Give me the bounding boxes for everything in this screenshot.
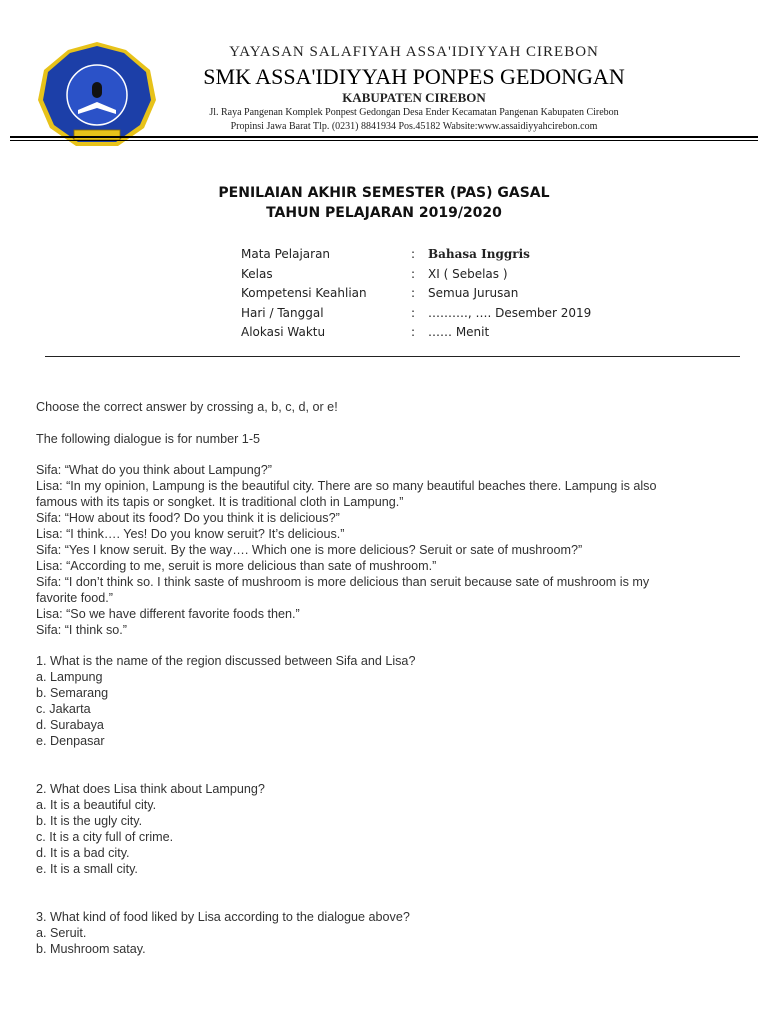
question-text: 3. What kind of food liked by Lisa according to the dialogue above? (36, 910, 410, 924)
info-label: Kelas (241, 266, 273, 281)
info-value: …… Menit (428, 325, 490, 339)
dialogue-line: Lisa: “So we have different favorite foods then.” (36, 607, 300, 621)
dialogue-line: Lisa: “I think…. Yes! Do you know seruit? It’s delicious.” (36, 527, 345, 541)
info-value: XI ( Sebelas ) (428, 266, 508, 281)
answer-option[interactable]: d. It is a bad city. (36, 846, 130, 860)
info-separator: : (411, 305, 416, 320)
dialogue-line: favorite food.” (36, 591, 114, 605)
answer-option[interactable]: a. Seruit. (36, 926, 87, 940)
answer-option[interactable]: b. Mushroom satay. (36, 942, 146, 956)
dialogue-line: Sifa: “How about its food? Do you think it is delicious?” (36, 511, 340, 525)
dialogue-line: Lisa: “According to me, seruit is more delicious than sate of mushroom.” (36, 559, 437, 573)
answer-option[interactable]: b. Semarang (36, 686, 109, 700)
dialogue-intro: The following dialogue is for number 1-5 (36, 432, 261, 446)
address-line-2: Propinsi Jawa Barat Tlp. (0231) 8841934 Pos.45182 Wabsite:www.assaidiyyahcirebon.com (230, 121, 598, 132)
info-label: Mata Pelajaran (241, 247, 331, 261)
dialogue-line: Sifa: “I don’t think so. I think saste of mushroom is more delicious than seruit because sate of mushroom is my (36, 575, 650, 589)
info-value: ………., …. Desember 2019 (428, 305, 592, 320)
letterhead-rule-thin (10, 140, 758, 141)
dialogue-line: Sifa: “Yes I know seruit. By the way…. Which one is more delicious? Seruit or sate of mushroom?” (36, 543, 583, 557)
answer-option[interactable]: e. It is a small city. (36, 862, 138, 876)
address-line-1: Jl. Raya Pangenan Komplek Ponpest Gedongan Desa Ender Kecamatan Pangenan Kabupaten Cirebon (209, 107, 619, 118)
dialogue-line: Sifa: “What do you think about Lampung?” (36, 463, 272, 477)
academic-year: TAHUN PELAJARAN 2019/2020 (266, 205, 502, 221)
dialogue-line: famous with its tapis or songket. It is traditional cloth in Lampung.” (36, 495, 404, 509)
info-value: Semua Jurusan (428, 286, 519, 300)
info-separator: : (411, 247, 416, 261)
dialogue-line: Lisa: “In my opinion, Lampung is the beautiful city. There are so many beautiful beaches there. Lampung is also (36, 479, 657, 493)
info-separator: : (411, 325, 416, 339)
exam-title: PENILAIAN AKHIR SEMESTER (PAS) GASAL (218, 185, 550, 201)
question (36, 781, 736, 877)
question-text: 1. What is the name of the region discussed between Sifa and Lisa? (36, 654, 416, 668)
info-label: Alokasi Waktu (241, 325, 326, 339)
instructions: Choose the correct answer by crossing a, b, c, d, or e! (36, 400, 338, 414)
info-label: Hari / Tanggal (241, 305, 324, 320)
question (36, 909, 736, 957)
answer-option[interactable]: d. Surabaya (36, 718, 104, 732)
answer-option[interactable]: a. It is a beautiful city. (36, 798, 157, 812)
answer-option[interactable]: a. Lampung (36, 670, 103, 684)
info-separator: : (411, 266, 416, 281)
letterhead-rule (10, 136, 758, 138)
info-value: Bahasa Inggris (428, 247, 530, 261)
foundation-name: YAYASAN SALAFIYAH ASSA'IDIYYAH CIREBON (229, 44, 599, 60)
question-text: 2. What does Lisa think about Lampung? (36, 782, 265, 796)
info-label: Kompetensi Keahlian (241, 286, 367, 300)
answer-option[interactable]: c. Jakarta (36, 702, 91, 716)
dialogue (36, 462, 736, 638)
regency: KABUPATEN CIREBON (342, 90, 486, 105)
question (36, 653, 736, 749)
dialogue-line: Sifa: “I think so.” (36, 623, 127, 637)
school-name: SMK ASSA'IDIYYAH PONPES GEDONGAN (203, 64, 625, 89)
divider (45, 356, 740, 357)
info-separator: : (411, 286, 416, 300)
answer-option[interactable]: e. Denpasar (36, 734, 105, 748)
answer-option[interactable]: b. It is the ugly city. (36, 814, 143, 828)
answer-option[interactable]: c. It is a city full of crime. (36, 830, 174, 844)
